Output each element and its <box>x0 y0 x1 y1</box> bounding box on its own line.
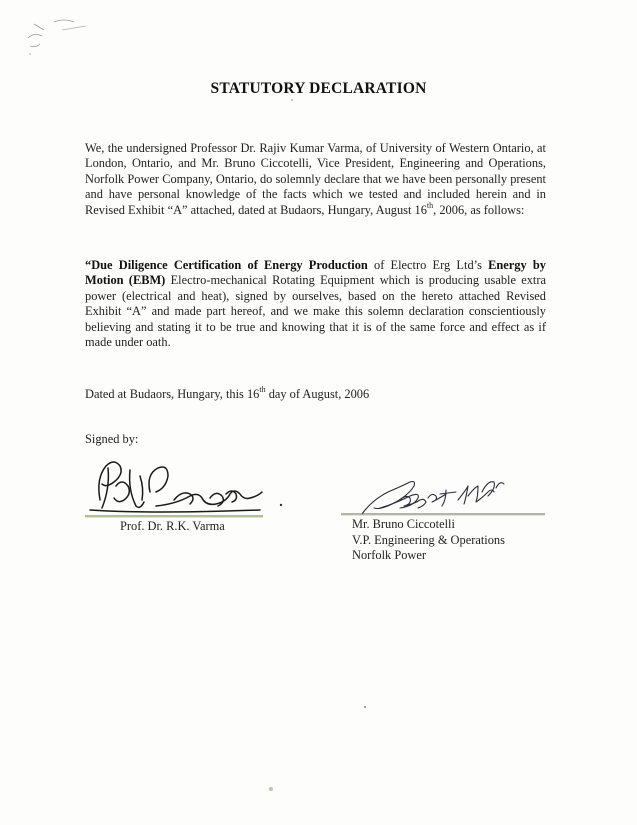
signatory-right-block <box>352 517 505 564</box>
signatory-right-title: V.P. Engineering & Operations <box>352 532 505 547</box>
certification-text-1: of Electro Erg Ltd’s <box>367 258 489 272</box>
certification-heading: “Due Diligence Certification of Energy Production <box>85 258 368 272</box>
signed-by-label: Signed by: <box>85 432 139 446</box>
signature-right-image <box>362 482 504 515</box>
signatory-right-name: Mr. Bruno Ciccotelli <box>352 517 455 531</box>
certification-text-2: Electro-mechanical Rotating Equipment which is producing usable extra power (electrical and heat), signed by ourselves, based on the hereto attached Revised Exhibit “A” and made part hereof, and we make this solemn declaration conscientiously believing and stating it to be true and knowing that it is of the same force and effect as if made under oath. <box>85 273 546 350</box>
dated-text: Dated at Budaors, Hungary, this 16 <box>85 387 260 401</box>
document-title: STATUTORY DECLARATION <box>210 80 427 97</box>
declaration-text: We, the undersigned Professor Dr. Rajiv Kumar Varma, of University of Western Ontario, at London, Ontario, and Mr. Bruno Ciccotelli, Vice President, Engineering and Operations, Norfolk Power Company, Ontario, do solemnly declare that we have been personally present and have personal knowledge of the facts which we tested and included herein and in Revised Exhibit “A” attached, dated at Budaors, Hungary, August 16 <box>85 141 546 217</box>
signatory-right-organization: Norfolk Power <box>352 548 426 562</box>
ebm-label: Energy by Motion (EBM) <box>85 258 546 288</box>
dated-text-end: day of August, 2006 <box>265 387 370 401</box>
signature-left-image <box>90 462 262 512</box>
signatory-left-name: Prof. Dr. R.K. Varma <box>120 519 225 533</box>
ink-dot <box>280 504 282 506</box>
dated-ordinal-suffix: th <box>259 384 266 394</box>
ordinal-suffix: th <box>426 200 434 210</box>
declaration-text-end: , 2006, as follows: <box>433 202 525 217</box>
